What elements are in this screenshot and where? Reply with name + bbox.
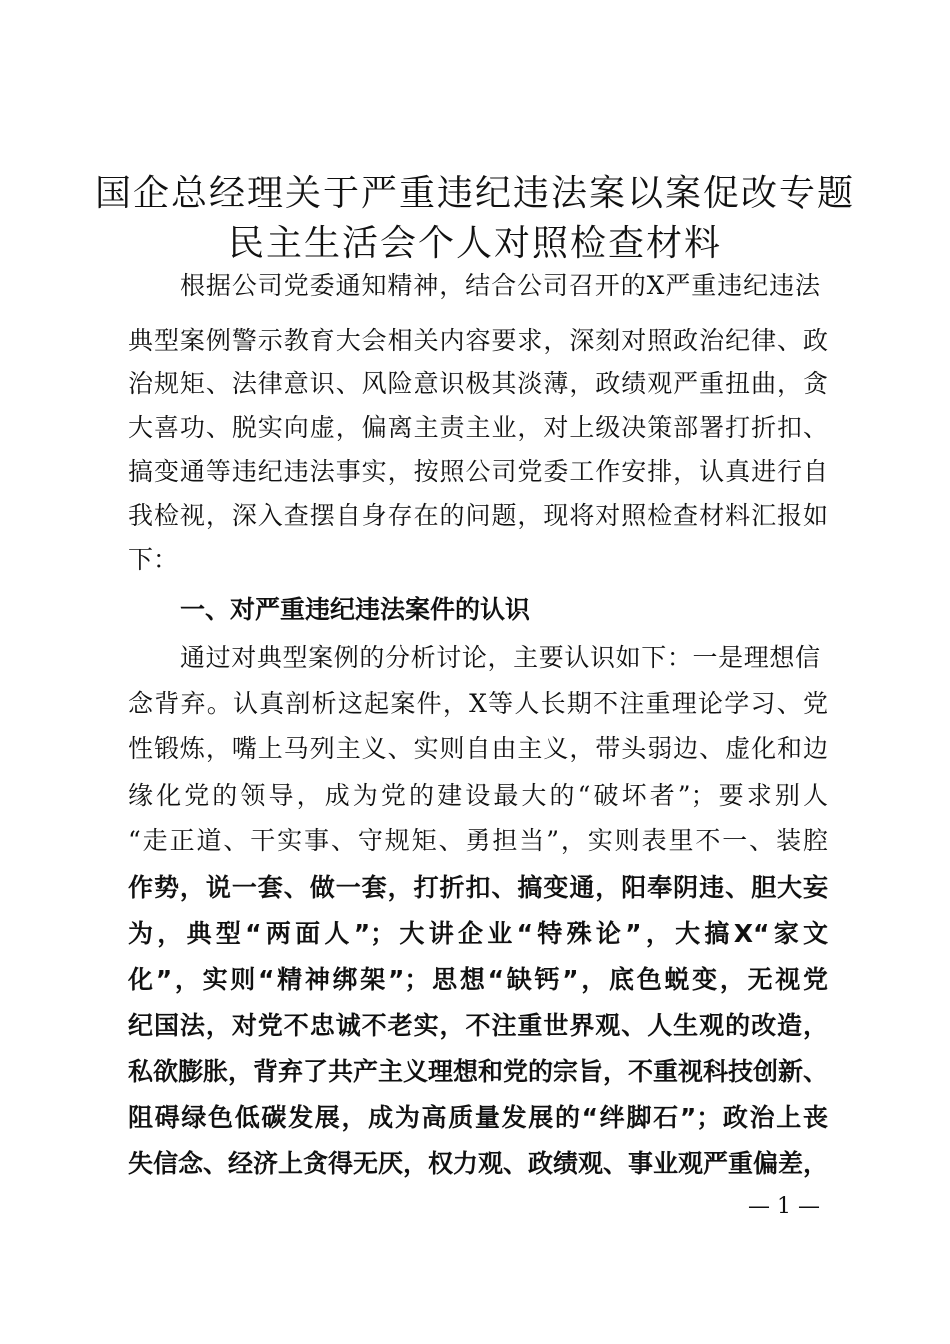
- document-title-line-1: 国企总经理关于严重违纪违法案以案促改专题: [94, 173, 855, 214]
- section-paragraph-line: 缘化党的领导，成为党的建设最大的“破坏者”；要求别人: [128, 781, 828, 810]
- intro-paragraph-line: 大喜功、脱实向虚，偏离主责主业，对上级决策部署打折扣、: [128, 413, 828, 442]
- section-paragraph-line: 通过对典型案例的分析讨论，主要认识如下：一是理想信: [180, 643, 820, 672]
- section-paragraph-line: 为，典型“两面人”；大讲企业“特殊论”，大搞X“家文: [128, 919, 828, 948]
- section-paragraph-line: 作势，说一套、做一套，打折扣、搞变通，阳奉阴违、胆大妄: [128, 873, 828, 902]
- page-number: — 1 —: [748, 1194, 820, 1219]
- intro-paragraph-line: 搞变通等违纪违法事实，按照公司党委工作安排，认真进行自: [128, 457, 828, 486]
- section-paragraph-line: 阻碍绿色低碳发展，成为高质量发展的“绊脚石”；政治上丧: [128, 1103, 828, 1132]
- intro-paragraph-line: 我检视，深入查摆自身存在的问题，现将对照检查材料汇报如: [128, 501, 828, 530]
- section-paragraph-line: 纪国法，对党不忠诚不老实，不注重世界观、人生观的改造，: [128, 1011, 828, 1040]
- section-heading: 一、对严重违纪违法案件的认识: [180, 595, 531, 624]
- intro-paragraph-line: 治规矩、法律意识、风险意识极其淡薄，政绩观严重扭曲，贪: [128, 369, 828, 398]
- section-paragraph-line: 失信念、经济上贪得无厌，权力观、政绩观、事业观严重偏差，: [128, 1149, 829, 1178]
- section-paragraph-line: “走正道、干实事、守规矩、勇担当”，实则表里不一、装腔: [128, 826, 828, 855]
- section-paragraph-line: 私欲膨胀，背弃了共产主义理想和党的宗旨，不重视科技创新、: [128, 1057, 829, 1086]
- section-paragraph-line: 化”，实则“精神绑架”；思想“缺钙”，底色蜕变，无视党: [128, 965, 828, 994]
- section-paragraph-line: 念背弃。认真剖析这起案件，X等人长期不注重理论学习、党: [128, 689, 828, 718]
- intro-paragraph-line: 根据公司党委通知精神，结合公司召开的X严重违纪违法: [180, 271, 820, 300]
- document-title-line-2: 民主生活会个人对照检查材料: [227, 223, 722, 264]
- intro-paragraph-line: 典型案例警示教育大会相关内容要求，深刻对照政治纪律、政: [128, 326, 828, 355]
- section-paragraph-line: 性锻炼，嘴上马列主义、实则自由主义，带头弱边、虚化和边: [128, 734, 828, 763]
- intro-paragraph-line: 下：: [128, 545, 179, 574]
